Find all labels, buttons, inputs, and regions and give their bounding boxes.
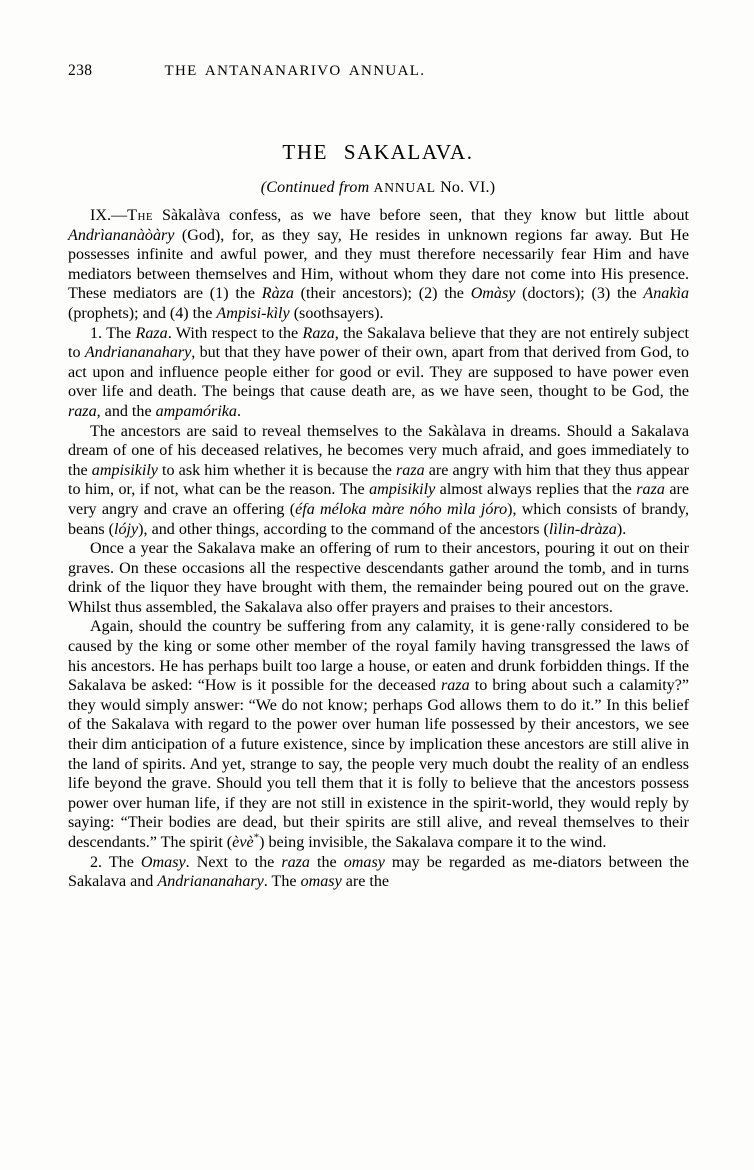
text-run: Sàkalàva confess, as we have before seen, that they know but little about (153, 207, 689, 224)
text-run: (their ancestors); (2) the (293, 285, 471, 303)
body-text-column (68, 206, 689, 892)
text-run: . (236, 402, 242, 420)
subtitle-issue-number: No. VI.) (435, 179, 496, 196)
text-run: , but that they have power of their own, apart from that derived from God, to act upon and influence people either for good or evil. They are supposed to have power even over life and death. The beings that cause death are, as we have seen, thought to be God, the (68, 344, 689, 401)
italic-term: ampamórika (155, 402, 237, 420)
text-run: are angry with him that they thus appear to him, or, if not, what can be the reason. The (68, 461, 689, 499)
text-run: ), which consists of brandy, beans ( (68, 500, 689, 538)
italic-term: ampisikily (91, 461, 158, 479)
text-run: IX.— (90, 207, 128, 224)
italic-term: Anakìa (643, 285, 689, 303)
article-subtitle (68, 179, 688, 197)
subtitle-annual-smallcaps: ANNUAL (373, 180, 436, 195)
paragraph-item-one-raza (68, 324, 689, 422)
text-run: Once a year the Sakalava make an offering of rum to their ancestors, pouring it out on their graves. On these occasions all the respective descendants gather around the tomb, and in turns drink of the liquor they have brought with them, the remainder being poured out on the grave. Whilst thus assembled, the Sakalava also offer prayers and praises to their ancestors. (68, 540, 689, 616)
text-run: (soothsayers). (289, 304, 384, 322)
italic-term: raza (281, 853, 310, 871)
italic-term: Omasy (140, 853, 186, 871)
italic-term: Ampisi-kìly (216, 304, 290, 322)
running-head-title: THE ANTANANARIVO ANNUAL. (164, 63, 426, 79)
italic-term: ampisikily (369, 481, 436, 499)
page-folio-number: 238 (68, 62, 93, 79)
smallcaps-word: The (127, 207, 154, 224)
paragraph-ancestors-dreams (68, 422, 689, 540)
italic-term: Andriananahary (84, 344, 192, 362)
italic-term: raza (441, 677, 470, 695)
paragraph-item-two-omasy (68, 853, 689, 892)
text-run: 1. The (90, 324, 136, 342)
subtitle-continued-text: (Continued from (260, 179, 374, 196)
text-run: , and the (96, 402, 156, 420)
text-run: are the (341, 873, 390, 891)
text-run: . The (263, 873, 301, 891)
italic-term: raza (636, 481, 665, 499)
text-run: to bring about such a calamity?” they would simply answer: “We do not know; perhaps God allows them to do it.” In this belief of the Sakalava with regard to the power over human life possessed by their ancestors, we see their dim anticipation of a future existence, since by implication these ancestors are still alive in the land of spirits. And yet, strange to say, the people very much doubt the reality of an endless life beyond the grave. Should you tell them that it is folly to believe that the ancestors possess power over human life, if they are not still in existence in the spirit-world, they would reply by saying: “Their bodies are dead, but their spirits are still alive, and reveal themselves to their descendants.” The spirit ( (68, 677, 689, 851)
italic-term: Raza (302, 324, 335, 342)
text-run: (doctors); (3) the (515, 285, 644, 303)
text-run: (God), for, as they say, He resides in unknown regions far away. But He possesses infinite and awful power, and they must therefore necessarily fear Him and have mediators between themselves and Him, without whom they dare not come into His presence. These mediators are (1) the (68, 226, 689, 303)
article-title: THE SAKALAVA. (282, 140, 474, 164)
text-run: are very angry and crave an offering ( (68, 481, 690, 518)
italic-term: Andrìananàòàry (68, 226, 175, 244)
text-run: The ancestors are said to reveal themselves to the Sakàlava in dreams. Should a Sakalava dream of one of his deceased relatives, he becomes very much afraid, and goes immediately to the (68, 422, 689, 479)
text-run: may be regarded as me-diators between the Sakalava and (68, 853, 689, 891)
italic-term: raza (68, 402, 97, 420)
text-run: (prophets); and (4) the (68, 304, 217, 322)
italic-term: èvè (232, 834, 254, 851)
text-run: almost always replies that the (435, 481, 637, 499)
italic-term: Raza (135, 324, 168, 342)
footnote-marker: * (253, 831, 260, 844)
paragraph-calamity-belief (68, 617, 689, 852)
text-run: . Next to the (185, 853, 282, 871)
text-run: , the Sakalava believe that they are not entirely subject to (68, 324, 689, 362)
text-run: . With respect to the (167, 324, 303, 342)
italic-term: lìlin-dràza (548, 520, 617, 538)
italic-term: Ràza (261, 285, 294, 303)
text-run: the (309, 853, 344, 871)
italic-term: omasy (300, 873, 342, 891)
italic-term: lójy (114, 520, 139, 538)
paragraph-annual-rum-offering (68, 539, 689, 617)
italic-term: Omàsy (470, 285, 516, 303)
text-run: ). (616, 520, 627, 538)
text-run: Again, should the country be suffering from any calamity, it is gene·rally considered to be caused by the king or some other member of the royal family having transgressed the laws of his ancestors. He has perhaps built too large a house, or eaten and drunk forbidden things. If the Sakalava be asked: “How is it possible for the deceased (68, 618, 689, 695)
text-run: 2. The (90, 853, 141, 871)
text-run: ), and other things, according to the command of the ancestors ( (138, 520, 549, 538)
running-head (68, 62, 688, 84)
italic-term: omasy (343, 853, 385, 871)
title-block (68, 140, 688, 197)
text-run: ) being invisible, the Sakalava compare it to the wind. (259, 834, 607, 851)
italic-term: Andriananahary (157, 873, 264, 891)
italic-term: éfa méloka màre nóho mìla jóro (295, 500, 508, 518)
paragraph-section-nine-intro (68, 206, 689, 324)
text-run: to ask him whether it is because the (157, 461, 397, 479)
italic-term: raza (396, 461, 425, 479)
